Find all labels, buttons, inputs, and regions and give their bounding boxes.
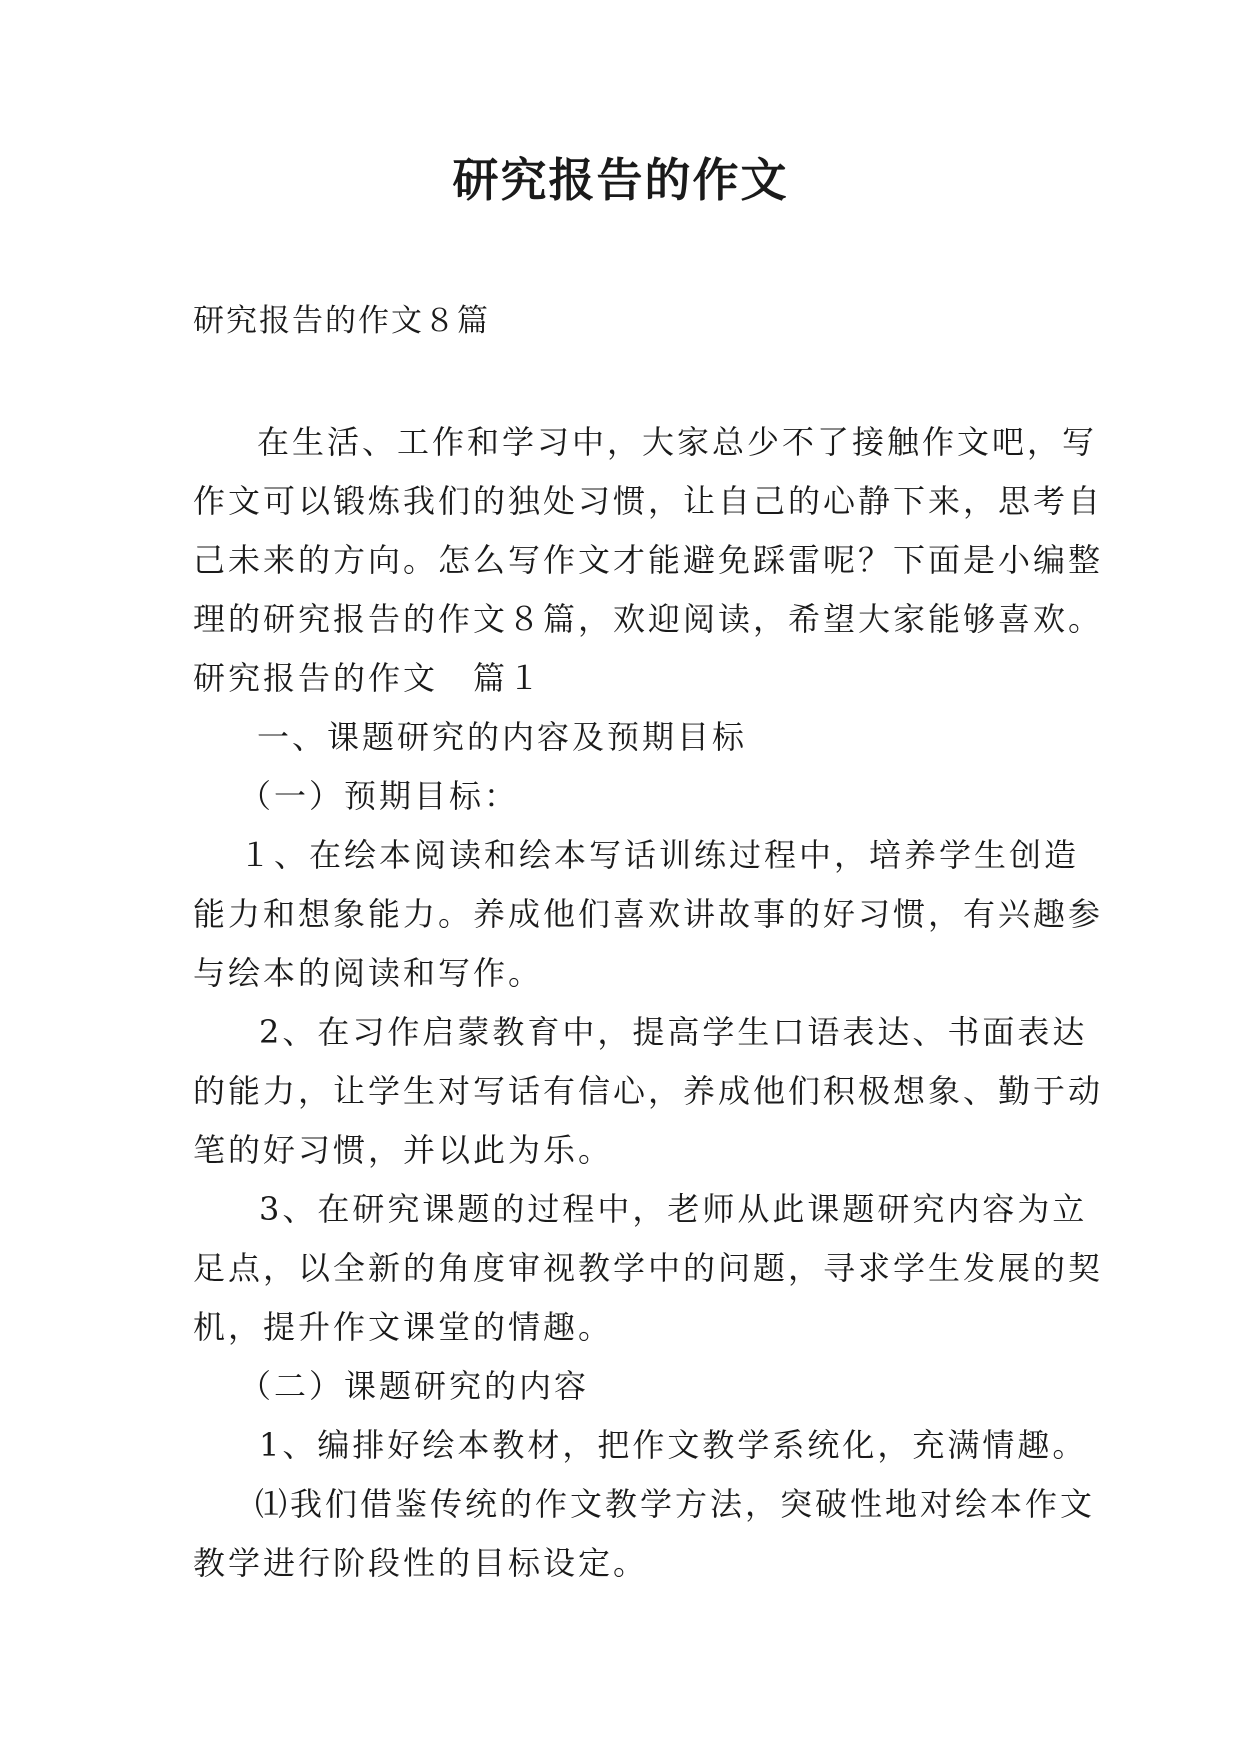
intro-line: 在生活、工作和学习中，大家总少不了接触作文吧，写 — [257, 423, 1098, 461]
document-body — [193, 292, 1104, 1593]
goal-2-line: 笔的好习惯，并以此为乐。 — [193, 1131, 614, 1169]
goal-3-line: 足点，以全新的角度审视教学中的问题，寻求学生发展的契 — [193, 1249, 1104, 1287]
content-item-1-sub-line: ⑴我们借鉴传统的作文教学方法，突破性地对绘本作文 — [255, 1485, 1096, 1523]
section-heading: 研究报告的作文 篇１ — [193, 659, 544, 697]
intro-line: 理的研究报告的作文８篇，欢迎阅读，希望大家能够喜欢。 — [193, 600, 1104, 638]
goal-2-line: 的能力，让学生对写话有信心，养成他们积极想象、勤于动 — [193, 1072, 1104, 1110]
intro-line: 作文可以锻炼我们的独处习惯，让自己的心静下来，思考自 — [193, 482, 1104, 520]
content-item-1-sub-line: 教学进行阶段性的目标设定。 — [193, 1544, 649, 1582]
intro-line: 己未来的方向。怎么写作文才能避免踩雷呢？下面是小编整 — [193, 541, 1104, 579]
content-item-1: 1、编排好绘本教材，把作文教学系统化，充满情趣。 — [259, 1426, 1088, 1464]
goals-heading: （一）预期目标： — [239, 777, 520, 815]
document-title: 研究报告的作文 — [452, 153, 789, 207]
content-heading: （二）课题研究的内容 — [239, 1367, 590, 1405]
goal-1-line: 能力和想象能力。养成他们喜欢讲故事的好习惯，有兴趣参 — [193, 895, 1104, 933]
document-subtitle: 研究报告的作文８篇 — [193, 303, 490, 339]
goal-1-line: １、在绘本阅读和绘本写话训练过程中，培养学生创造 — [239, 836, 1080, 874]
goal-3-line: 3、在研究课题的过程中，老师从此课题研究内容为立 — [259, 1190, 1088, 1228]
goal-3-line: 机，提升作文课堂的情趣。 — [193, 1308, 614, 1346]
goal-2-line: 2、在习作启蒙教育中，提高学生口语表达、书面表达 — [259, 1013, 1088, 1051]
part-heading: 一、课题研究的内容及预期目标 — [257, 718, 748, 756]
goal-1-line: 与绘本的阅读和写作。 — [193, 954, 544, 992]
